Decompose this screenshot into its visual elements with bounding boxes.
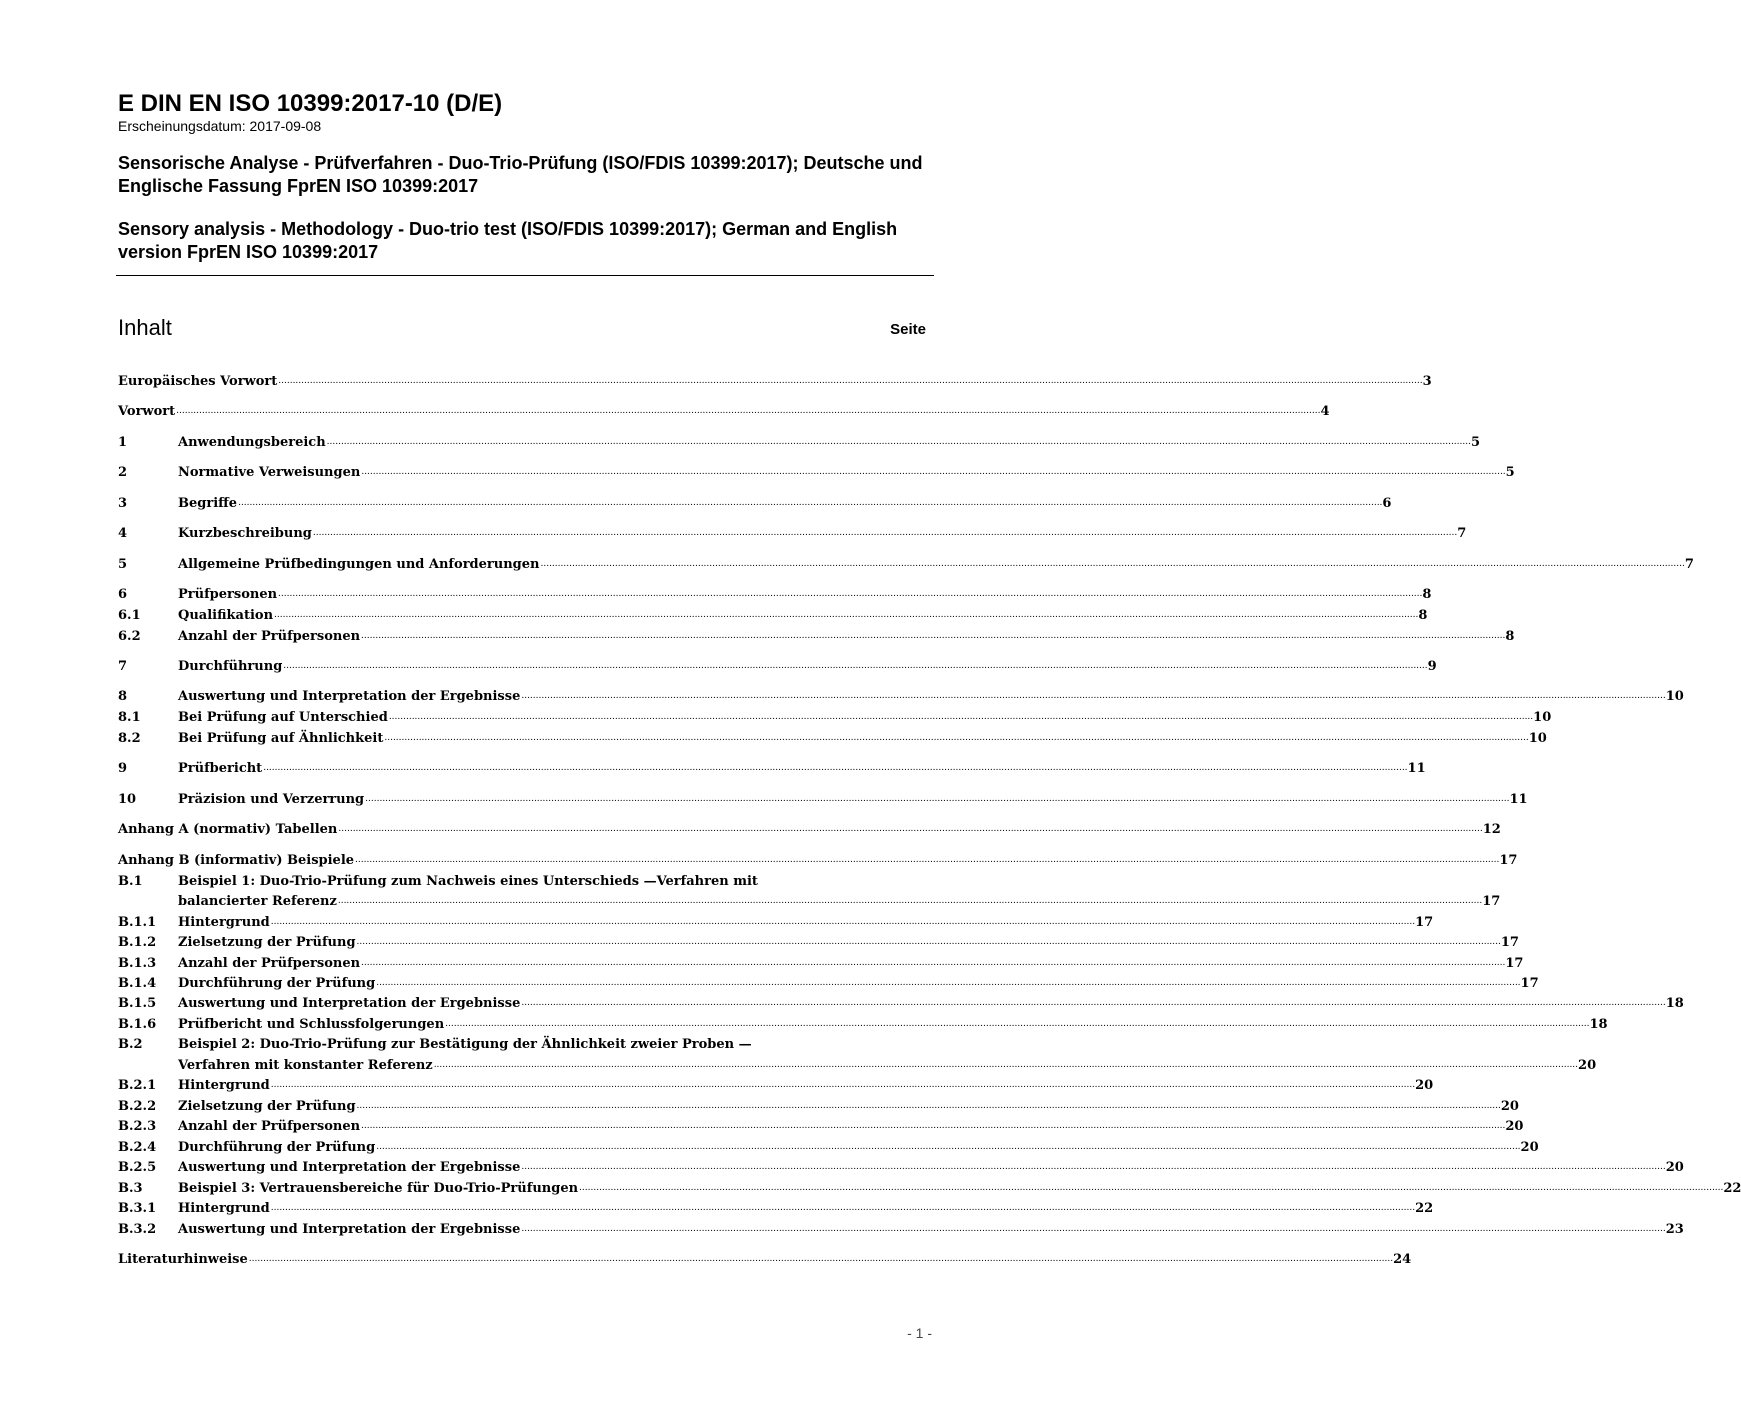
- toc-dot-leader: ................................................................................................................................................................................................................................................................................................................................................................................................................: [579, 1183, 1724, 1193]
- toc-entry-page: 12: [1482, 822, 1501, 837]
- toc-entry-number: 4: [118, 526, 128, 541]
- toc-entry-page: 17: [1505, 956, 1524, 971]
- toc-dot-leader: ................................................................................................................................................................................................................................................................................................................................................................................................................: [356, 1101, 1501, 1111]
- toc-entry[interactable]: [118, 973, 1539, 994]
- toc-entry[interactable]: [118, 1055, 1597, 1076]
- toc-dot-leader: ................................................................................................................................................................................................................................................................................................................................................................................................................: [176, 406, 1321, 416]
- toc-entry-title: Bei Prüfung auf Unterschied: [178, 710, 388, 725]
- toc-entry-title: Auswertung und Interpretation der Ergebnisse: [178, 1222, 521, 1237]
- toc-entry-page: 8: [1418, 608, 1428, 623]
- toc-entry-page: 6: [1382, 496, 1392, 511]
- toc-entry-number: 8.2: [118, 731, 141, 746]
- toc-entry-title: Auswertung und Interpretation der Ergebnisse: [178, 996, 521, 1011]
- toc-entry[interactable]: [118, 371, 1432, 392]
- toc-entry[interactable]: [118, 728, 1547, 749]
- toc-entry-title: Hintergrund: [178, 915, 270, 930]
- toc-entry-page: 7: [1684, 557, 1694, 572]
- toc-entry-title: Auswertung und Interpretation der Ergebnisse: [178, 1160, 521, 1175]
- toc-dot-leader: ................................................................................................................................................................................................................................................................................................................................................................................................................: [248, 1254, 1394, 1264]
- title-german: Sensorische Analyse - Prüfverfahren - Duo-Trio-Prüfung (ISO/FDIS 10399:2017); Deutsche und Englische Fassung FprEN ISO 10399:2017: [118, 153, 923, 196]
- toc-dot-leader: ................................................................................................................................................................................................................................................................................................................................................................................................................: [274, 610, 1419, 620]
- toc-entry[interactable]: [118, 1014, 1608, 1035]
- toc-entry[interactable]: [118, 953, 1524, 974]
- toc-entry[interactable]: [118, 819, 1501, 840]
- toc-entry-number: B.2.1: [118, 1078, 157, 1093]
- toc-entry[interactable]: [118, 891, 1501, 912]
- toc-entry-number: 6.2: [118, 629, 141, 644]
- toc-entry[interactable]: [118, 932, 1519, 953]
- toc-entry[interactable]: [118, 1034, 930, 1055]
- toc-entry[interactable]: [118, 605, 1428, 626]
- toc-entry[interactable]: [118, 1249, 1412, 1270]
- toc-dot-leader: ................................................................................................................................................................................................................................................................................................................................................................................................................: [263, 763, 1408, 773]
- toc-entry-page: 22: [1723, 1181, 1741, 1196]
- toc-entry-number: B.1.5: [118, 996, 157, 1011]
- toc-entry-number: B.2: [118, 1037, 143, 1052]
- toc-entry-title: Durchführung: [178, 659, 283, 674]
- toc-entry-number: 7: [118, 659, 128, 674]
- toc-dot-leader: ................................................................................................................................................................................................................................................................................................................................................................................................................: [388, 712, 1534, 722]
- toc-entry[interactable]: [118, 1137, 1539, 1158]
- toc-entry-number: 1: [118, 435, 128, 450]
- toc-entry-number: 8: [118, 689, 128, 704]
- toc-entry[interactable]: [118, 432, 1481, 453]
- toc-entry-page: 10: [1533, 710, 1552, 725]
- toc-entry-number: 6: [118, 587, 128, 602]
- toc-entry[interactable]: [118, 1075, 1434, 1096]
- toc-entry-number: 3: [118, 496, 128, 511]
- toc-entry-page: 20: [1665, 1160, 1684, 1175]
- toc-entry[interactable]: [118, 686, 1684, 707]
- toc-entry-page: 17: [1520, 976, 1539, 991]
- toc-entry-page: 8: [1505, 629, 1515, 644]
- toc-entry[interactable]: [118, 758, 1426, 779]
- toc-entry-number: B.1.6: [118, 1017, 157, 1032]
- toc-entry-title: Prüfbericht und Schlussfolgerungen: [178, 1017, 445, 1032]
- toc-dot-leader: ................................................................................................................................................................................................................................................................................................................................................................................................................: [238, 498, 1383, 508]
- toc-entry-title: Anhang A (normativ) Tabellen: [118, 822, 338, 837]
- toc-entry-page: 11: [1509, 792, 1528, 807]
- toc-entry-page: 9: [1427, 659, 1437, 674]
- toc-entry-number: B.1.4: [118, 976, 157, 991]
- toc-entry-page: 23: [1665, 1222, 1684, 1237]
- toc-entry-page: 11: [1407, 761, 1426, 776]
- toc-entry-number: B.3.1: [118, 1201, 157, 1216]
- toc-entry-title: Zielsetzung der Prüfung: [178, 935, 356, 950]
- toc-entry-title: Verfahren mit konstanter Referenz: [178, 1058, 433, 1073]
- toc-entry-number: B.3: [118, 1181, 143, 1196]
- toc-entry-page: 17: [1415, 915, 1434, 930]
- toc-entry-number: 8.1: [118, 710, 141, 725]
- toc-dot-leader: ................................................................................................................................................................................................................................................................................................................................................................................................................: [361, 958, 1506, 968]
- toc-entry-title: Beispiel 2: Duo-Trio-Prüfung zur Bestätigung der Ähnlichkeit zweier Proben —: [178, 1037, 752, 1052]
- toc-dot-leader: ................................................................................................................................................................................................................................................................................................................................................................................................................: [338, 824, 1483, 834]
- toc-entry-number: 5: [118, 557, 128, 572]
- toc-entry-number: B.1.2: [118, 935, 157, 950]
- toc-entry-title: Europäisches Vorwort: [118, 374, 278, 389]
- toc-entry-page: 7: [1457, 526, 1467, 541]
- toc-entry-page: 10: [1665, 689, 1684, 704]
- toc-entry-title: Kurzbeschreibung: [178, 526, 312, 541]
- publication-date: Erscheinungsdatum: 2017-09-08: [118, 118, 322, 134]
- toc-entry[interactable]: [118, 656, 1437, 677]
- toc-entry-page: 18: [1589, 1017, 1608, 1032]
- toc-entry-page: 20: [1415, 1078, 1434, 1093]
- toc-entry-number: B.2.4: [118, 1140, 157, 1155]
- toc-entry[interactable]: [118, 912, 1434, 933]
- toc-entry[interactable]: [118, 850, 1518, 871]
- toc-entry-title: Beispiel 1: Duo-Trio-Prüfung zum Nachweis eines Unterschieds —Verfahren mit: [178, 874, 758, 889]
- toc-entry-page: 8: [1422, 587, 1432, 602]
- toc-entry[interactable]: [118, 993, 1684, 1014]
- toc-entry-page: 10: [1528, 731, 1547, 746]
- toc-title: Inhalt: [118, 315, 172, 340]
- toc-entry-page: 22: [1415, 1201, 1434, 1216]
- toc-entry-title: Durchführung der Prüfung: [178, 976, 376, 991]
- toc-entry-title: Auswertung und Interpretation der Ergebnisse: [178, 689, 521, 704]
- toc-entry-page: 3: [1422, 374, 1432, 389]
- toc-entry-page: 20: [1520, 1140, 1539, 1155]
- toc-entry[interactable]: [118, 626, 1515, 647]
- toc-entry[interactable]: [118, 584, 1432, 605]
- toc-entry-number: 6.1: [118, 608, 141, 623]
- toc-entry-number: B.2.2: [118, 1099, 157, 1114]
- toc-entry-title: Anzahl der Prüfpersonen: [178, 956, 361, 971]
- document-header: [118, 90, 934, 264]
- toc-dot-leader: ................................................................................................................................................................................................................................................................................................................................................................................................................: [376, 978, 1521, 988]
- toc-entry-title: Begriffe: [178, 496, 238, 511]
- toc-dot-leader: ................................................................................................................................................................................................................................................................................................................................................................................................................: [278, 589, 1423, 599]
- toc-dot-leader: ................................................................................................................................................................................................................................................................................................................................................................................................................: [365, 794, 1510, 804]
- toc-entry-title: Allgemeine Prüfbedingungen und Anforderungen: [178, 557, 540, 572]
- toc-entry[interactable]: [118, 462, 1515, 483]
- toc-entry-page: 17: [1500, 935, 1519, 950]
- title-english: Sensory analysis - Methodology - Duo-trio test (ISO/FDIS 10399:2017); German and English version FprEN ISO 10399:2017: [118, 219, 898, 262]
- toc-dot-leader: ................................................................................................................................................................................................................................................................................................................................................................................................................: [270, 1203, 1416, 1213]
- toc-entry[interactable]: [118, 1096, 1519, 1117]
- toc-dot-leader: ................................................................................................................................................................................................................................................................................................................................................................................................................: [361, 467, 1506, 477]
- toc-dot-leader: ................................................................................................................................................................................................................................................................................................................................................................................................................: [356, 937, 1501, 947]
- toc-entry-title: Anhang B (informativ) Beispiele: [118, 853, 355, 868]
- toc-entry-title: Anwendungsbereich: [178, 435, 326, 450]
- toc-entry-title: Anzahl der Prüfpersonen: [178, 1119, 361, 1134]
- toc-entry-page: 5: [1470, 435, 1481, 450]
- toc-entry[interactable]: [118, 1157, 1684, 1178]
- toc-entry-page: 4: [1320, 404, 1330, 419]
- toc-entry-number: B.1: [118, 874, 143, 889]
- toc-dot-leader: ................................................................................................................................................................................................................................................................................................................................................................................................................: [521, 1162, 1666, 1172]
- toc-entry[interactable]: [118, 1116, 1524, 1137]
- toc-entry-title: Zielsetzung der Prüfung: [178, 1099, 356, 1114]
- toc-dot-leader: ................................................................................................................................................................................................................................................................................................................................................................................................................: [283, 661, 1428, 671]
- document-number: E DIN EN ISO 10399:2017-10 (D/E): [118, 90, 503, 117]
- toc-dot-leader: ................................................................................................................................................................................................................................................................................................................................................................................................................: [326, 437, 1471, 447]
- toc-entry-page: 17: [1482, 894, 1501, 909]
- toc-entry-page: 18: [1665, 996, 1684, 1011]
- toc-dot-leader: ................................................................................................................................................................................................................................................................................................................................................................................................................: [445, 1019, 1590, 1029]
- toc-dot-leader: ................................................................................................................................................................................................................................................................................................................................................................................................................: [521, 691, 1666, 701]
- toc-entry[interactable]: [118, 871, 930, 892]
- toc-entry-title: Literaturhinweise: [118, 1252, 248, 1267]
- toc-entry[interactable]: [118, 523, 1467, 544]
- toc-entry-title: Vorwort: [118, 404, 176, 419]
- toc-heading: [118, 314, 926, 344]
- toc-dot-leader: ................................................................................................................................................................................................................................................................................................................................................................................................................: [361, 631, 1506, 641]
- toc-dot-leader: ................................................................................................................................................................................................................................................................................................................................................................................................................: [270, 917, 1416, 927]
- toc-dot-leader: ................................................................................................................................................................................................................................................................................................................................................................................................................: [312, 528, 1458, 538]
- toc-entry-title: Bei Prüfung auf Ähnlichkeit: [178, 731, 384, 746]
- toc-entry[interactable]: [118, 554, 1694, 575]
- toc-entry-number: B.3.2: [118, 1222, 157, 1237]
- toc-dot-leader: ................................................................................................................................................................................................................................................................................................................................................................................................................: [278, 376, 1423, 386]
- toc-entry[interactable]: [118, 1198, 1434, 1219]
- toc-entry-page: 5: [1505, 465, 1515, 480]
- toc-entry-title: Hintergrund: [178, 1201, 270, 1216]
- toc-entry-page: 20: [1500, 1099, 1519, 1114]
- toc-entry-title: Prüfbericht: [178, 761, 263, 776]
- toc-entry[interactable]: [118, 707, 1552, 728]
- toc-entry-title: Anzahl der Prüfpersonen: [178, 629, 361, 644]
- toc-dot-leader: ................................................................................................................................................................................................................................................................................................................................................................................................................: [540, 559, 1685, 569]
- toc-entry-number: B.2.3: [118, 1119, 157, 1134]
- toc-page-column-label: Seite: [890, 321, 926, 338]
- toc-entry-title: Qualifikation: [178, 608, 274, 623]
- toc-entry[interactable]: [118, 401, 1330, 422]
- toc-dot-leader: ................................................................................................................................................................................................................................................................................................................................................................................................................: [355, 855, 1500, 865]
- toc-entry-number: B.2.5: [118, 1160, 157, 1175]
- header-divider: [116, 275, 934, 276]
- toc-entry-number: 2: [118, 465, 128, 480]
- toc-dot-leader: ................................................................................................................................................................................................................................................................................................................................................................................................................: [376, 1142, 1521, 1152]
- toc-dot-leader: ................................................................................................................................................................................................................................................................................................................................................................................................................: [521, 998, 1666, 1008]
- toc-entry-title: Durchführung der Prüfung: [178, 1140, 376, 1155]
- toc-entry-title: Normative Verweisungen: [178, 465, 361, 480]
- toc-dot-leader: ................................................................................................................................................................................................................................................................................................................................................................................................................: [433, 1060, 1579, 1070]
- toc-entry[interactable]: [118, 789, 1528, 810]
- toc-entry-title: Hintergrund: [178, 1078, 270, 1093]
- toc-dot-leader: ................................................................................................................................................................................................................................................................................................................................................................................................................: [361, 1121, 1506, 1131]
- toc-entry-number: 9: [118, 761, 128, 776]
- toc-entry-page: 20: [1505, 1119, 1524, 1134]
- toc-entry-title: Beispiel 3: Vertrauensbereiche für Duo-Trio-Prüfungen: [178, 1181, 579, 1196]
- toc-entry-page: 24: [1393, 1252, 1412, 1267]
- toc-dot-leader: ................................................................................................................................................................................................................................................................................................................................................................................................................: [270, 1080, 1416, 1090]
- toc-dot-leader: ................................................................................................................................................................................................................................................................................................................................................................................................................: [384, 733, 1529, 743]
- toc-entry-title: balancierter Referenz: [178, 894, 337, 909]
- toc-entry-number: B.1.3: [118, 956, 157, 971]
- toc-entry[interactable]: [118, 1178, 1741, 1199]
- toc-entry-title: Prüfpersonen: [178, 587, 278, 602]
- toc-dot-leader: ................................................................................................................................................................................................................................................................................................................................................................................................................: [337, 896, 1483, 906]
- toc-entry-number: 10: [118, 792, 137, 807]
- toc-entry-page: 20: [1578, 1058, 1597, 1073]
- toc-entry[interactable]: [118, 1219, 1684, 1240]
- toc-entry-number: B.1.1: [118, 915, 157, 930]
- page-number: - 1 -: [907, 1325, 932, 1341]
- toc-entry-page: 17: [1499, 853, 1518, 868]
- toc-dot-leader: ................................................................................................................................................................................................................................................................................................................................................................................................................: [521, 1224, 1666, 1234]
- toc-entry-title: Präzision und Verzerrung: [178, 792, 365, 807]
- toc-entry[interactable]: [118, 493, 1392, 514]
